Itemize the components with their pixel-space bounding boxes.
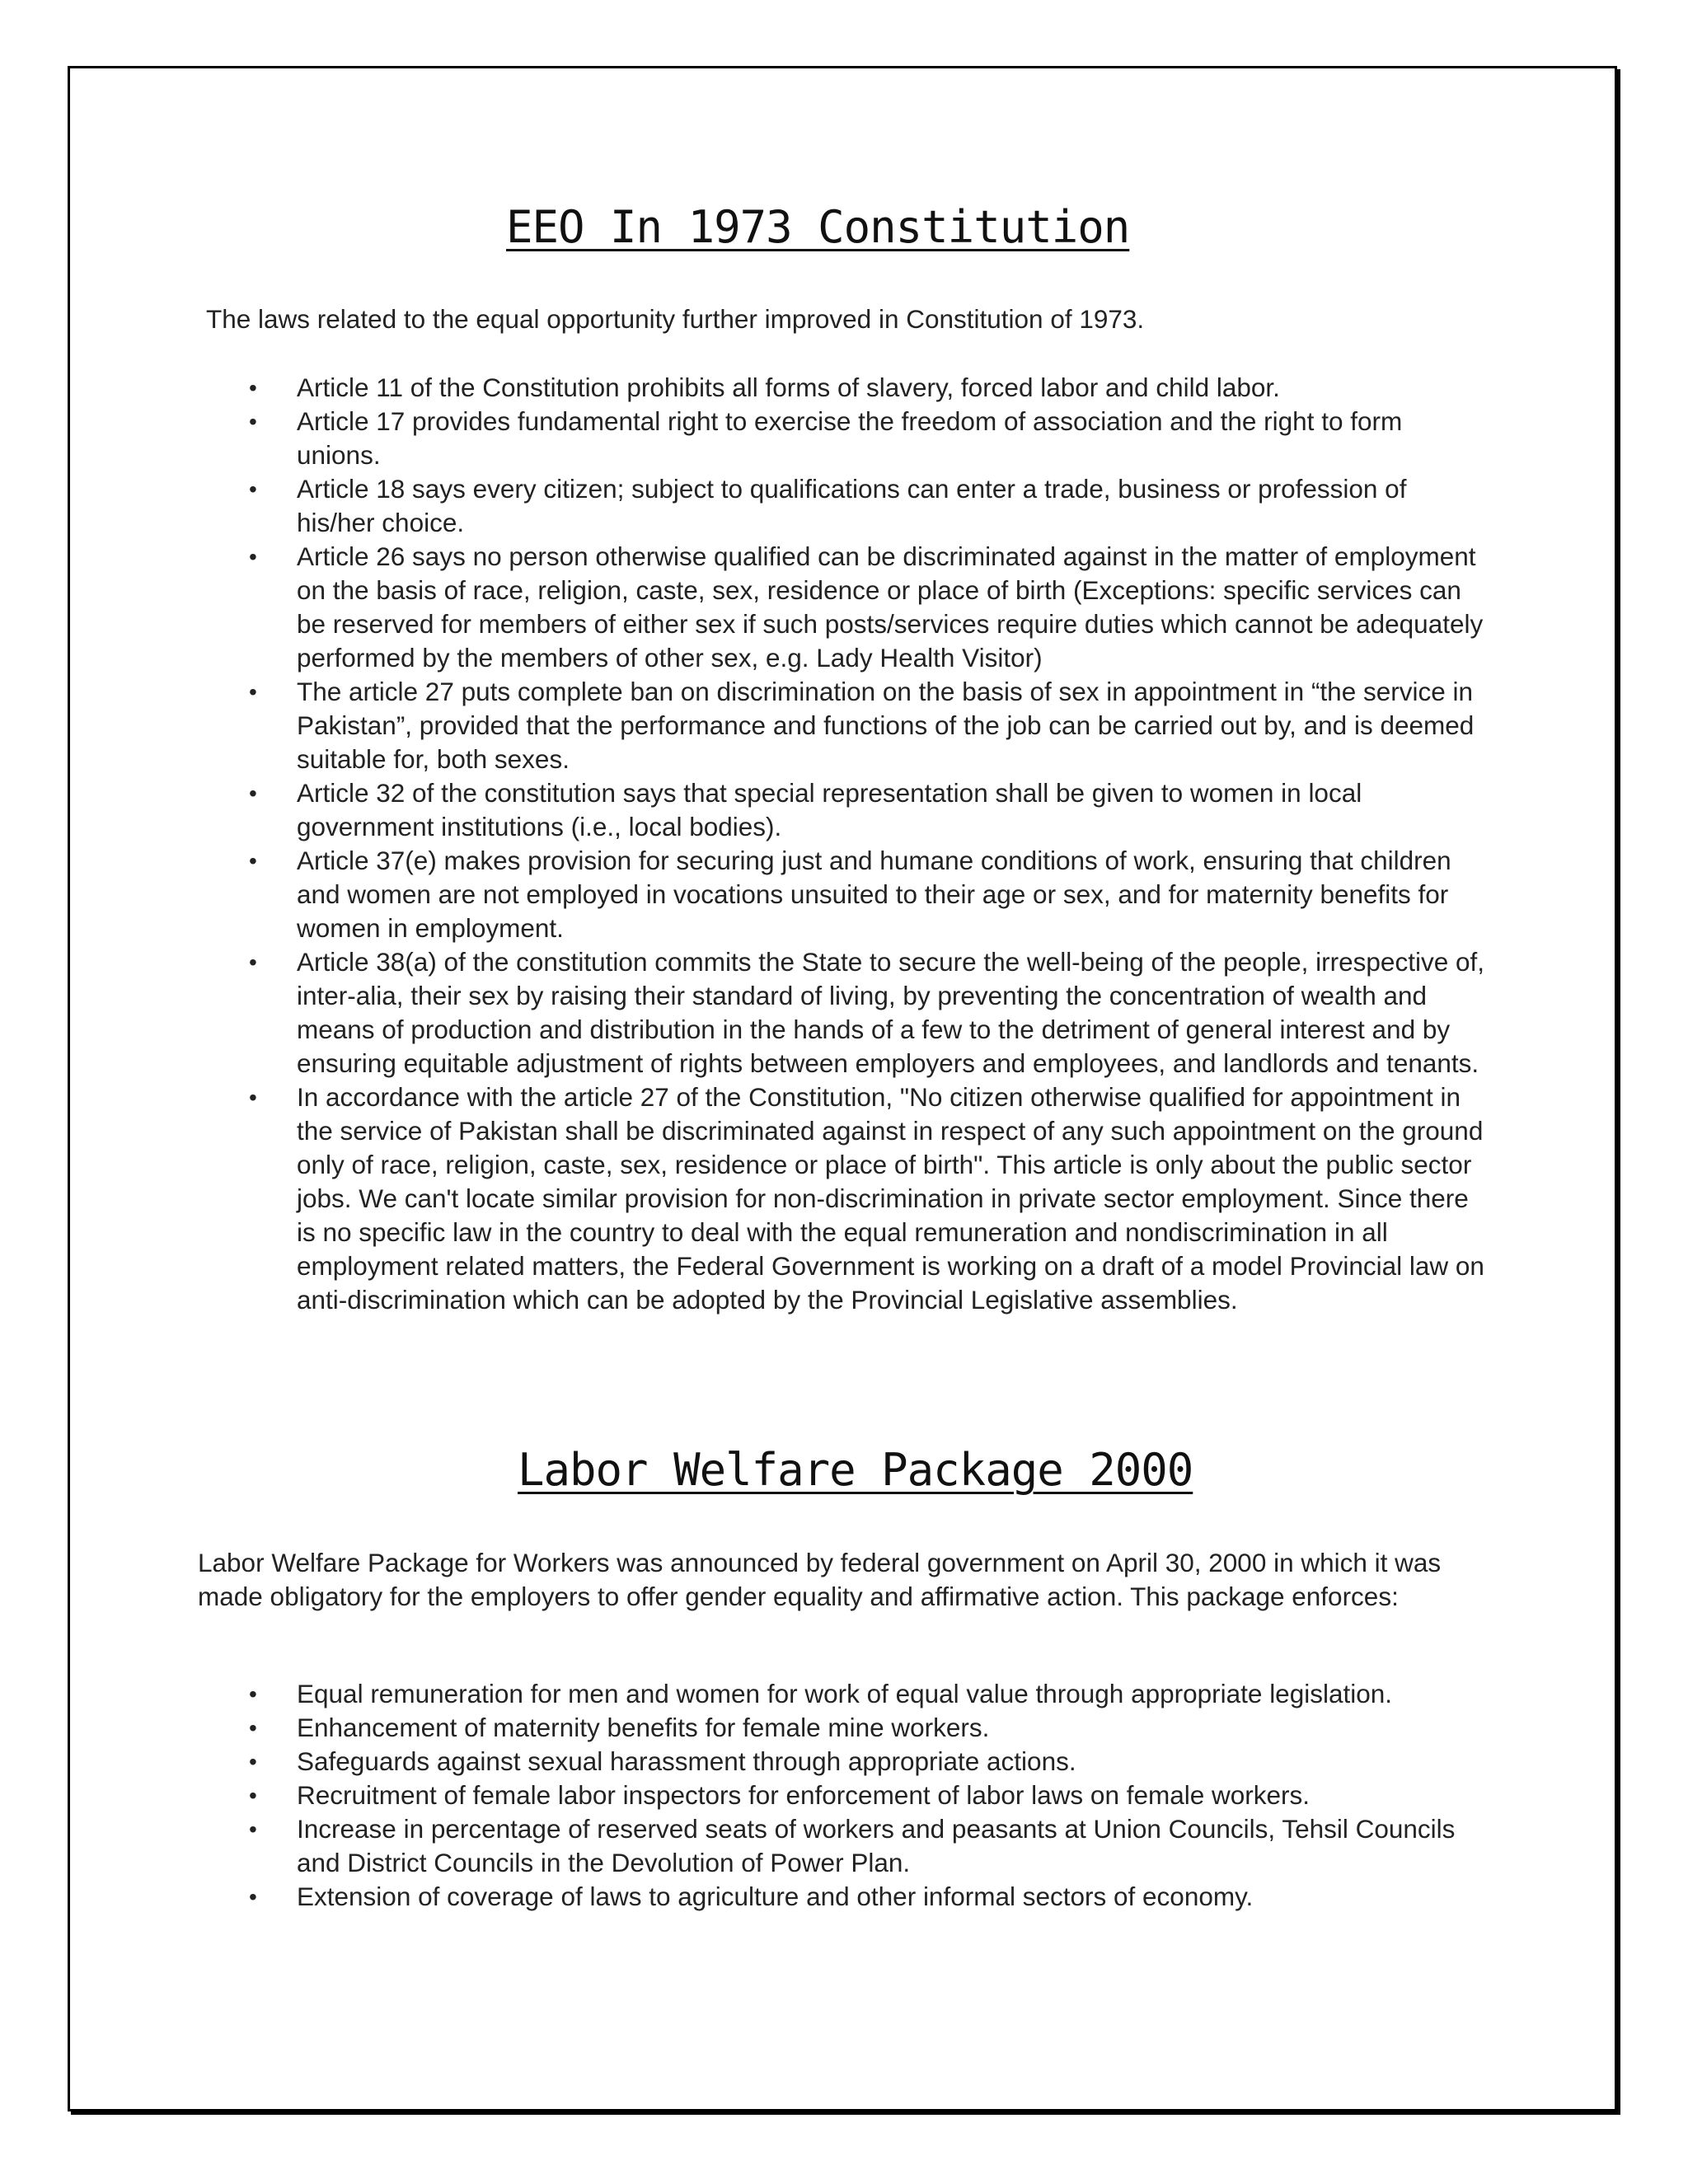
list-item-text: Equal remuneration for men and women for work of equal value through appropriate legislation.	[297, 1679, 1393, 1708]
list-item-text: Article 11 of the Constitution prohibits all forms of slavery, forced labor and child labor.	[297, 373, 1280, 402]
list-item	[249, 1677, 1484, 1711]
bullet-icon: •	[249, 1783, 257, 1808]
list-item	[249, 1880, 1484, 1914]
bullet-icon: •	[249, 679, 257, 705]
bullet-list-articles	[249, 371, 1488, 1317]
list-item-text: Article 38(a) of the constitution commits the State to secure the well-being of the people, irrespective of, inter-alia, their sex by raising their standard of living, by preventing the concentration of wealth and means of production and distribution in the hands of a few to the detriment of general interest and by ensuring equitable adjustment of rights between employers and employees, and landlords and tenants.	[297, 947, 1484, 1078]
list-item-text: Article 18 says every citizen; subject to qualifications can enter a trade, business or profession of his/her choice.	[297, 474, 1407, 537]
list-item	[249, 776, 1488, 844]
list-item-text: The article 27 puts complete ban on discrimination on the basis of sex in appointment in “the service in Pakistan”, provided that the performance and functions of the job can be carried out by, and is deemed suitable for, both sexes.	[297, 677, 1475, 774]
list-item	[249, 1711, 1484, 1745]
bullet-icon: •	[249, 780, 257, 806]
bullet-icon: •	[249, 949, 257, 975]
list-item	[249, 675, 1488, 776]
list-item-text: Enhancement of maternity benefits for female mine workers.	[297, 1713, 990, 1742]
list-item-text: Safeguards against sexual harassment through appropriate actions.	[297, 1746, 1076, 1776]
list-item-text: Article 17 provides fundamental right to exercise the freedom of association and the right to form unions.	[297, 406, 1403, 470]
list-item	[249, 405, 1488, 472]
list-item	[249, 371, 1488, 405]
bullet-icon: •	[249, 1085, 257, 1110]
bullet-icon: •	[249, 1681, 257, 1707]
list-item	[249, 1812, 1484, 1880]
list-item	[249, 844, 1488, 945]
list-item-text: Increase in percentage of reserved seats of workers and peasants at Union Councils, Tehsil Councils and District Councils in the Devolution of Power Plan.	[297, 1814, 1456, 1877]
list-item	[249, 1080, 1488, 1317]
list-item-text: In accordance with the article 27 of the Constitution, "No citizen otherwise qualified for appointment in the service of Pakistan shall be discriminated against in respect of any such appointment on the ground only of race, religion, caste, sex, residence or place of birth". This article is only about the public sector jobs. We can't locate similar provision for non-discrimination in private sector employment. Since there is no specific law in the country to deal with the equal remuneration and nondiscrimination in all employment related matters, the Federal Government is working on a draft of a model Provincial law on anti-discrimination which can be adopted by the Provincial Legislative assemblies.	[297, 1082, 1484, 1315]
bullet-icon: •	[249, 544, 257, 569]
intro-paragraph-eeo: The laws related to the equal opportunity further improved in Constitution of 1973.	[206, 304, 1145, 334]
bullet-icon: •	[249, 1816, 257, 1842]
list-item-text: Extension of coverage of laws to agriculture and other informal sectors of economy.	[297, 1882, 1254, 1911]
bullet-icon: •	[249, 1749, 257, 1774]
bullet-icon: •	[249, 848, 257, 874]
list-item	[249, 1779, 1484, 1812]
bullet-icon: •	[249, 409, 257, 434]
section-heading-eeo: EEO In 1973 Constitution	[506, 201, 1130, 253]
list-item	[249, 540, 1488, 675]
list-item	[249, 1745, 1484, 1779]
bullet-list-package	[249, 1677, 1484, 1914]
list-item	[249, 945, 1488, 1080]
list-item-text: Article 32 of the constitution says that special representation shall be given to women in local government institutions (i.e., local bodies).	[297, 778, 1362, 841]
list-item-text: Article 37(e) makes provision for securing just and humane conditions of work, ensuring that children and women are not employed in vocations unsuited to their age or sex, and for maternity benefits for women in employment.	[297, 846, 1451, 943]
list-item	[249, 472, 1488, 540]
section-heading-labor-welfare: Labor Welfare Package 2000	[518, 1444, 1193, 1496]
bullet-icon: •	[249, 1884, 257, 1910]
list-item-text: Article 26 says no person otherwise qualified can be discriminated against in the matter of employment on the basis of race, religion, caste, sex, residence or place of birth (Exceptions: specific services can be reserved for members of either sex if such posts/services require duties which cannot be adequately performed by the members of other sex, e.g. Lady Health Visitor)	[297, 541, 1484, 673]
bullet-icon: •	[249, 476, 257, 502]
list-item-text: Recruitment of female labor inspectors for enforcement of labor laws on female workers.	[297, 1780, 1311, 1810]
intro-paragraph-labor-welfare: Labor Welfare Package for Workers was announced by federal government on April 30, 2000 in which it was made obligatory for the employers to offer gender equality and affirmative action. This package enforces:	[198, 1548, 1442, 1611]
bullet-icon: •	[249, 1715, 257, 1741]
bullet-icon: •	[249, 375, 257, 401]
